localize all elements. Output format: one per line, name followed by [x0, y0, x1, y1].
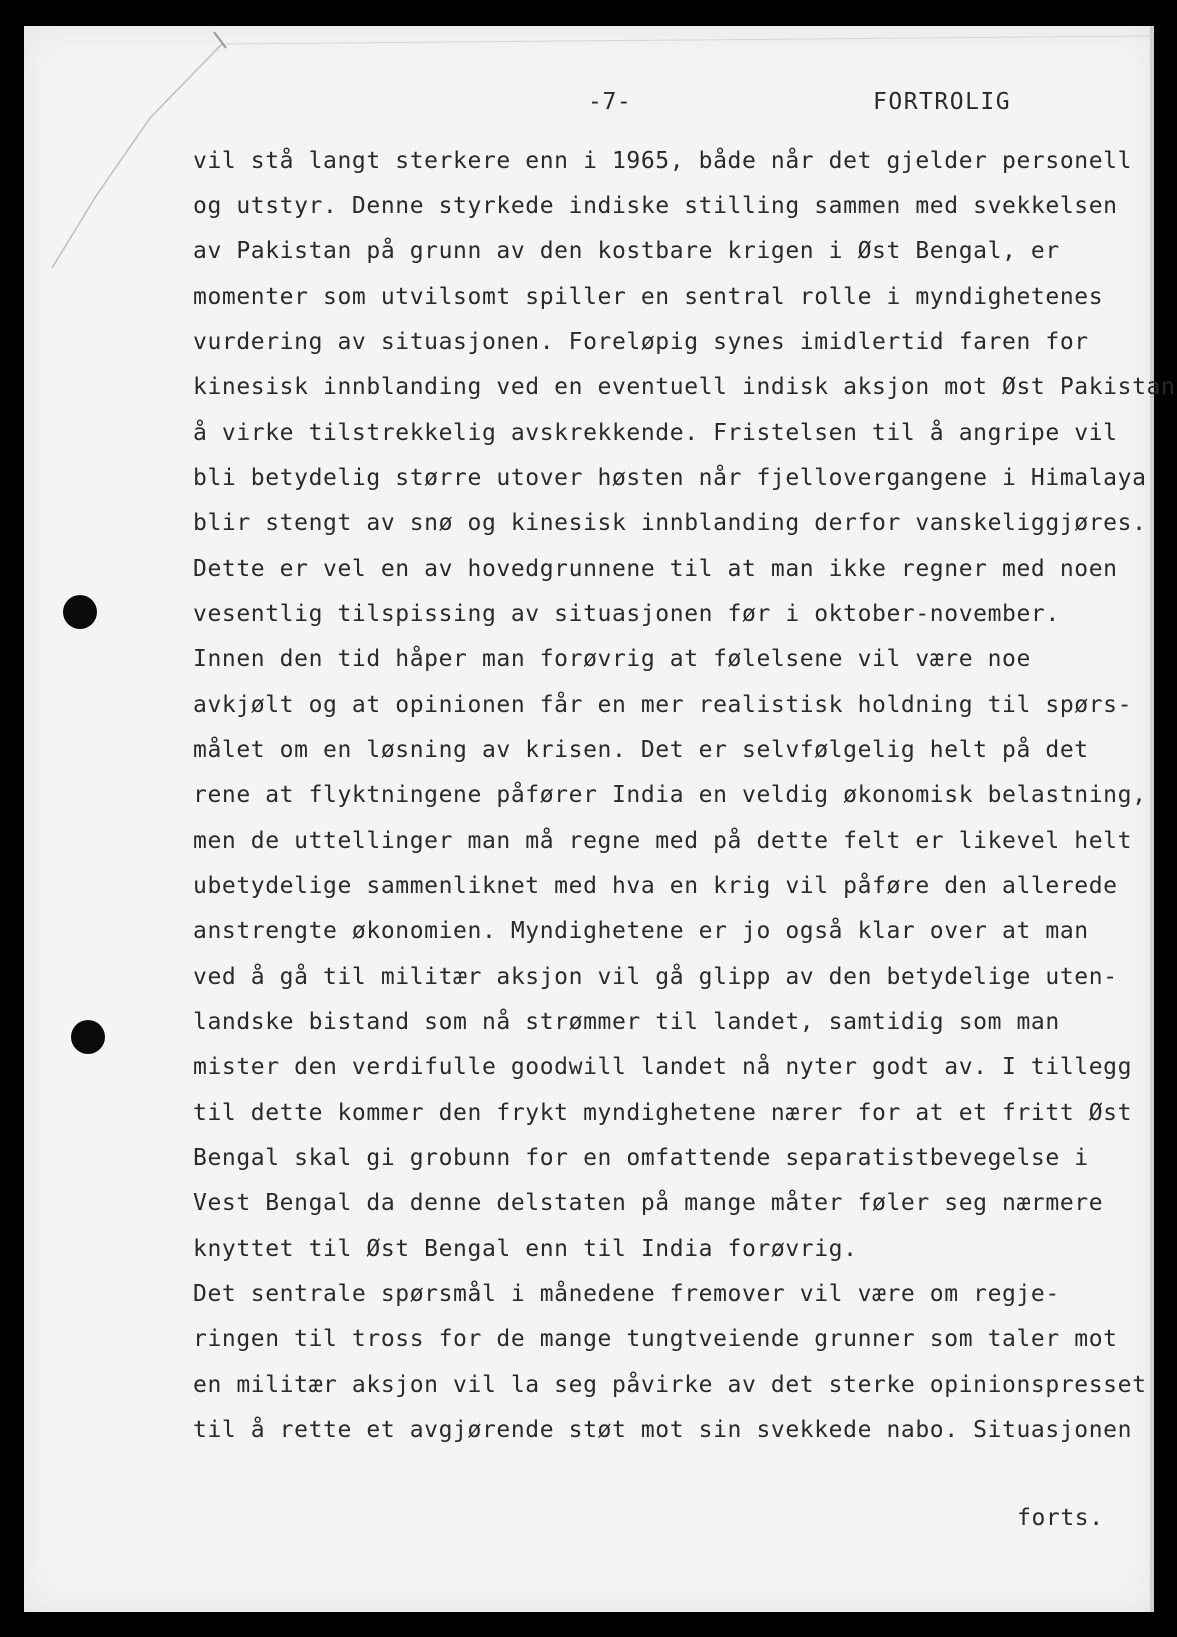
body-line: til dette kommer den frykt myndighetene nærer for at et fritt Øst [193, 1100, 1133, 1126]
classification-label: FORTROLIG [873, 89, 1012, 115]
body-line: målet om en løsning av krisen. Det er selvfølgelig helt på det [193, 737, 1089, 763]
body-line: ved å gå til militær aksjon vil gå glipp av den betydelige uten- [193, 964, 1118, 990]
body-line: anstrengte økonomien. Myndighetene er jo også klar over at man [193, 918, 1089, 944]
body-line: å virke tilstrekkelig avskrekkende. Fristelsen til å angripe vil [193, 420, 1118, 446]
punch-hole [71, 1020, 105, 1054]
body-line: vurdering av situasjonen. Foreløpig synes imidlertid faren for [193, 329, 1089, 355]
body-line: rene at flyktningene påfører India en veldig økonomisk belastning, [193, 782, 1147, 808]
body-line: blir stengt av snø og kinesisk innblanding derfor vanskeliggjøres. [193, 510, 1147, 536]
body-line: ubetydelige sammenliknet med hva en krig vil påføre den allerede [193, 873, 1118, 899]
body-line: bli betydelig større utover høsten når fjellovergangene i Himalaya [193, 465, 1147, 491]
body-line: knyttet til Øst Bengal enn til India forøvrig. [193, 1236, 858, 1262]
page-number: -7- [588, 89, 632, 115]
punch-hole [63, 595, 97, 629]
body-line: vesentlig tilspissing av situasjonen før i oktober-november. [193, 601, 1060, 627]
body-line: en militær aksjon vil la seg påvirke av det sterke opinionspresset [193, 1372, 1147, 1398]
body-line: ringen til tross for de mange tungtveiende grunner som taler mot [193, 1326, 1118, 1352]
body-line: avkjølt og at opinionen får en mer realistisk holdning til spørs- [193, 692, 1133, 718]
body-line: kinesisk innblanding ved en eventuell indisk aksjon mot Øst Pakistan [193, 374, 1176, 400]
body-line: av Pakistan på grunn av den kostbare krigen i Øst Bengal, er [193, 238, 1060, 264]
body-line: landske bistand som nå strømmer til landet, samtidig som man [193, 1009, 1060, 1035]
body-line: Dette er vel en av hovedgrunnene til at man ikke regner med noen [193, 556, 1118, 582]
body-line: men de uttellinger man må regne med på dette felt er likevel helt [193, 828, 1133, 854]
body-line: Vest Bengal da denne delstaten på mange måter føler seg nærmere [193, 1190, 1104, 1216]
body-line: til å rette et avgjørende støt mot sin svekkede nabo. Situasjonen [193, 1417, 1133, 1443]
body-line: og utstyr. Denne styrkede indiske stilling sammen med svekkelsen [193, 193, 1118, 219]
paper-right-edge [1150, 26, 1154, 1612]
continuation-note: forts. [1017, 1505, 1104, 1531]
body-line: mister den verdifulle goodwill landet nå nyter godt av. I tillegg [193, 1054, 1133, 1080]
body-line: Innen den tid håper man forøvrig at følelsene vil være noe [193, 646, 1031, 672]
body-line: Det sentrale spørsmål i månedene fremover vil være om regje- [193, 1281, 1060, 1307]
body-line: vil stå langt sterkere enn i 1965, både når det gjelder personell [193, 148, 1133, 174]
body-line: Bengal skal gi grobunn for en omfattende separatistbevegelse i [193, 1145, 1089, 1171]
body-line: momenter som utvilsomt spiller en sentral rolle i myndighetenes [193, 284, 1104, 310]
